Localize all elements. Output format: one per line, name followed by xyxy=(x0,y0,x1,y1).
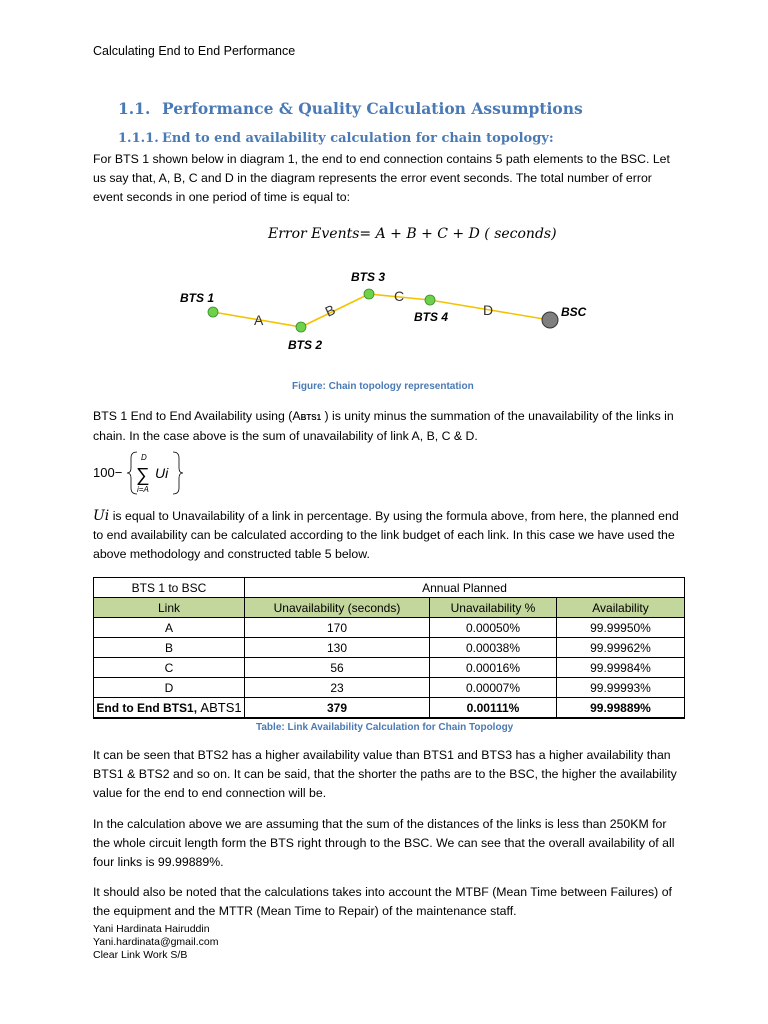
table-cell: 99.99950% xyxy=(557,618,685,638)
summation-formula-graphic xyxy=(93,450,203,498)
table-cell: B xyxy=(94,638,245,658)
column-header: Availability xyxy=(557,598,685,618)
conclusion-paragraph-2: In the calculation above we are assuming that the sum of the distances of the links is less than 250KM for the whole circuit length form the BTS right through to the BSC. We can see that the overall availability of all four links is 99.99889%. xyxy=(93,817,675,869)
table-cell: D xyxy=(94,678,245,698)
bts4-node xyxy=(425,295,435,305)
intro-paragraph: For BTS 1 shown below in diagram 1, the end to end connection contains 5 path elements to the BSC. Let us say that, A, B, C and D in the diagram represents the error event seconds. The total number of error event seconds in one period of time is equal to: xyxy=(93,152,670,204)
bts2-label: BTS 2 xyxy=(288,338,323,352)
page-footer xyxy=(93,923,218,962)
table-caption: Table: Link Availability Calculation for Chain Topology xyxy=(256,722,514,733)
table-cell: 0.00016% xyxy=(430,658,557,678)
table-top-header-row xyxy=(94,578,685,598)
subsection-number: 1.1.1. xyxy=(118,131,159,146)
sum-upper-limit: D xyxy=(141,453,147,462)
section-title: Performance & Quality Calculation Assumptions xyxy=(162,99,583,118)
sigma-icon: ∑ xyxy=(136,465,150,486)
bts2-node xyxy=(296,322,306,332)
link-a-label: A xyxy=(254,312,264,328)
running-header: Calculating End to End Performance xyxy=(93,44,296,58)
subsection-title: End to end availability calculation for chain topology: xyxy=(162,131,554,146)
ui-paragraph xyxy=(93,507,683,564)
subsection-heading xyxy=(118,131,554,146)
link-d-label: D xyxy=(483,302,494,318)
sum-term: Ui xyxy=(155,465,169,481)
conclusion-paragraph-3: It should also be noted that the calculations takes into account the MTBF (Mean Time between Failures) of the equipment and the MTTR (Mean Time to Repair) of the maintenance staff. xyxy=(93,885,672,918)
bts1-label: BTS 1 xyxy=(180,291,215,305)
table-cell: 0.00050% xyxy=(430,618,557,638)
table-cell: 99.99962% xyxy=(557,638,685,658)
chain-topology-diagram xyxy=(170,265,600,357)
table-row xyxy=(94,618,685,638)
table-row xyxy=(94,678,685,698)
sum-lower-limit: i=A xyxy=(137,485,149,494)
footer-email: Yani.hardinata@gmail.com xyxy=(93,936,219,948)
table-cell: 23 xyxy=(245,678,430,698)
table-cell: 56 xyxy=(245,658,430,678)
section-number: 1.1. xyxy=(118,99,151,118)
table-cell: 99.99993% xyxy=(557,678,685,698)
total-seconds: 379 xyxy=(245,698,430,719)
bts1-node xyxy=(208,307,218,317)
ui-symbol: Ui xyxy=(93,508,110,524)
total-unavailability: 0.00111% xyxy=(430,698,557,719)
ui-text: is equal to Unavailability of a link in percentage. By using the formula above, from here, the planned end to end availability can be calculated according to the link budget of each link. In this case we have used the above methodology and constructed table 5 below. xyxy=(93,509,679,561)
footer-author: Yani Hardinata Hairuddin xyxy=(93,923,210,935)
table-cell: 99.99984% xyxy=(557,658,685,678)
footer-organization: Clear Link Work S/B xyxy=(93,949,188,961)
availability-paragraph xyxy=(93,407,683,446)
table-total-row xyxy=(94,698,685,719)
column-header: Link xyxy=(94,598,245,618)
chain-link-line xyxy=(213,294,550,327)
right-brace-icon xyxy=(173,452,183,494)
table-cell: 0.00038% xyxy=(430,638,557,658)
availability-table xyxy=(93,577,685,719)
sum-prefix: 100− xyxy=(93,465,123,480)
table-cell: C xyxy=(94,658,245,678)
total-label-cell xyxy=(94,698,245,719)
link-b-label: B xyxy=(322,301,338,320)
column-header: Unavailability % xyxy=(430,598,557,618)
column-header: Unavailability (seconds) xyxy=(245,598,430,618)
table-cell: 0.00007% xyxy=(430,678,557,698)
availability-text-1: BTS 1 End to End Availability using (A xyxy=(93,409,301,423)
total-label-extra: ABTS1 xyxy=(200,700,242,715)
table-column-header-row xyxy=(94,598,685,618)
table-row xyxy=(94,658,685,678)
table-span-header: Annual Planned xyxy=(245,578,685,598)
bsc-node xyxy=(542,312,558,328)
table-cell: 170 xyxy=(245,618,430,638)
total-label: End to End BTS1, xyxy=(96,701,198,715)
conclusion-paragraph-1: It can be seen that BTS2 has a higher availability value than BTS1 and BTS3 has a higher availability than BTS1 & BTS2 and so on. It can be said, that the shorter the paths are to the BSC, the higher the availability value for the end to end connection will be. xyxy=(93,748,677,800)
bts4-label: BTS 4 xyxy=(414,310,449,324)
bsc-label: BSC xyxy=(561,305,587,319)
table-cell: 130 xyxy=(245,638,430,658)
table-top-left-cell: BTS 1 to BSC xyxy=(94,578,245,598)
section-heading xyxy=(118,99,583,118)
total-availability: 99.99889% xyxy=(557,698,685,719)
availability-text-2: ) is unity minus the summation of the unavailability of the links in chain. In the case above is the sum of unavailability of link A, B, C & D. xyxy=(93,409,674,443)
bts3-node xyxy=(364,289,374,299)
availability-subscript: BTS1 xyxy=(300,413,322,422)
table-cell: A xyxy=(94,618,245,638)
table-row xyxy=(94,638,685,658)
bts3-label: BTS 3 xyxy=(351,270,386,284)
figure-caption: Figure: Chain topology representation xyxy=(292,381,474,392)
link-c-label: C xyxy=(394,288,405,304)
summation-formula xyxy=(93,450,203,503)
error-events-formula: Error Events= A + B + C + D ( seconds) xyxy=(268,226,557,242)
